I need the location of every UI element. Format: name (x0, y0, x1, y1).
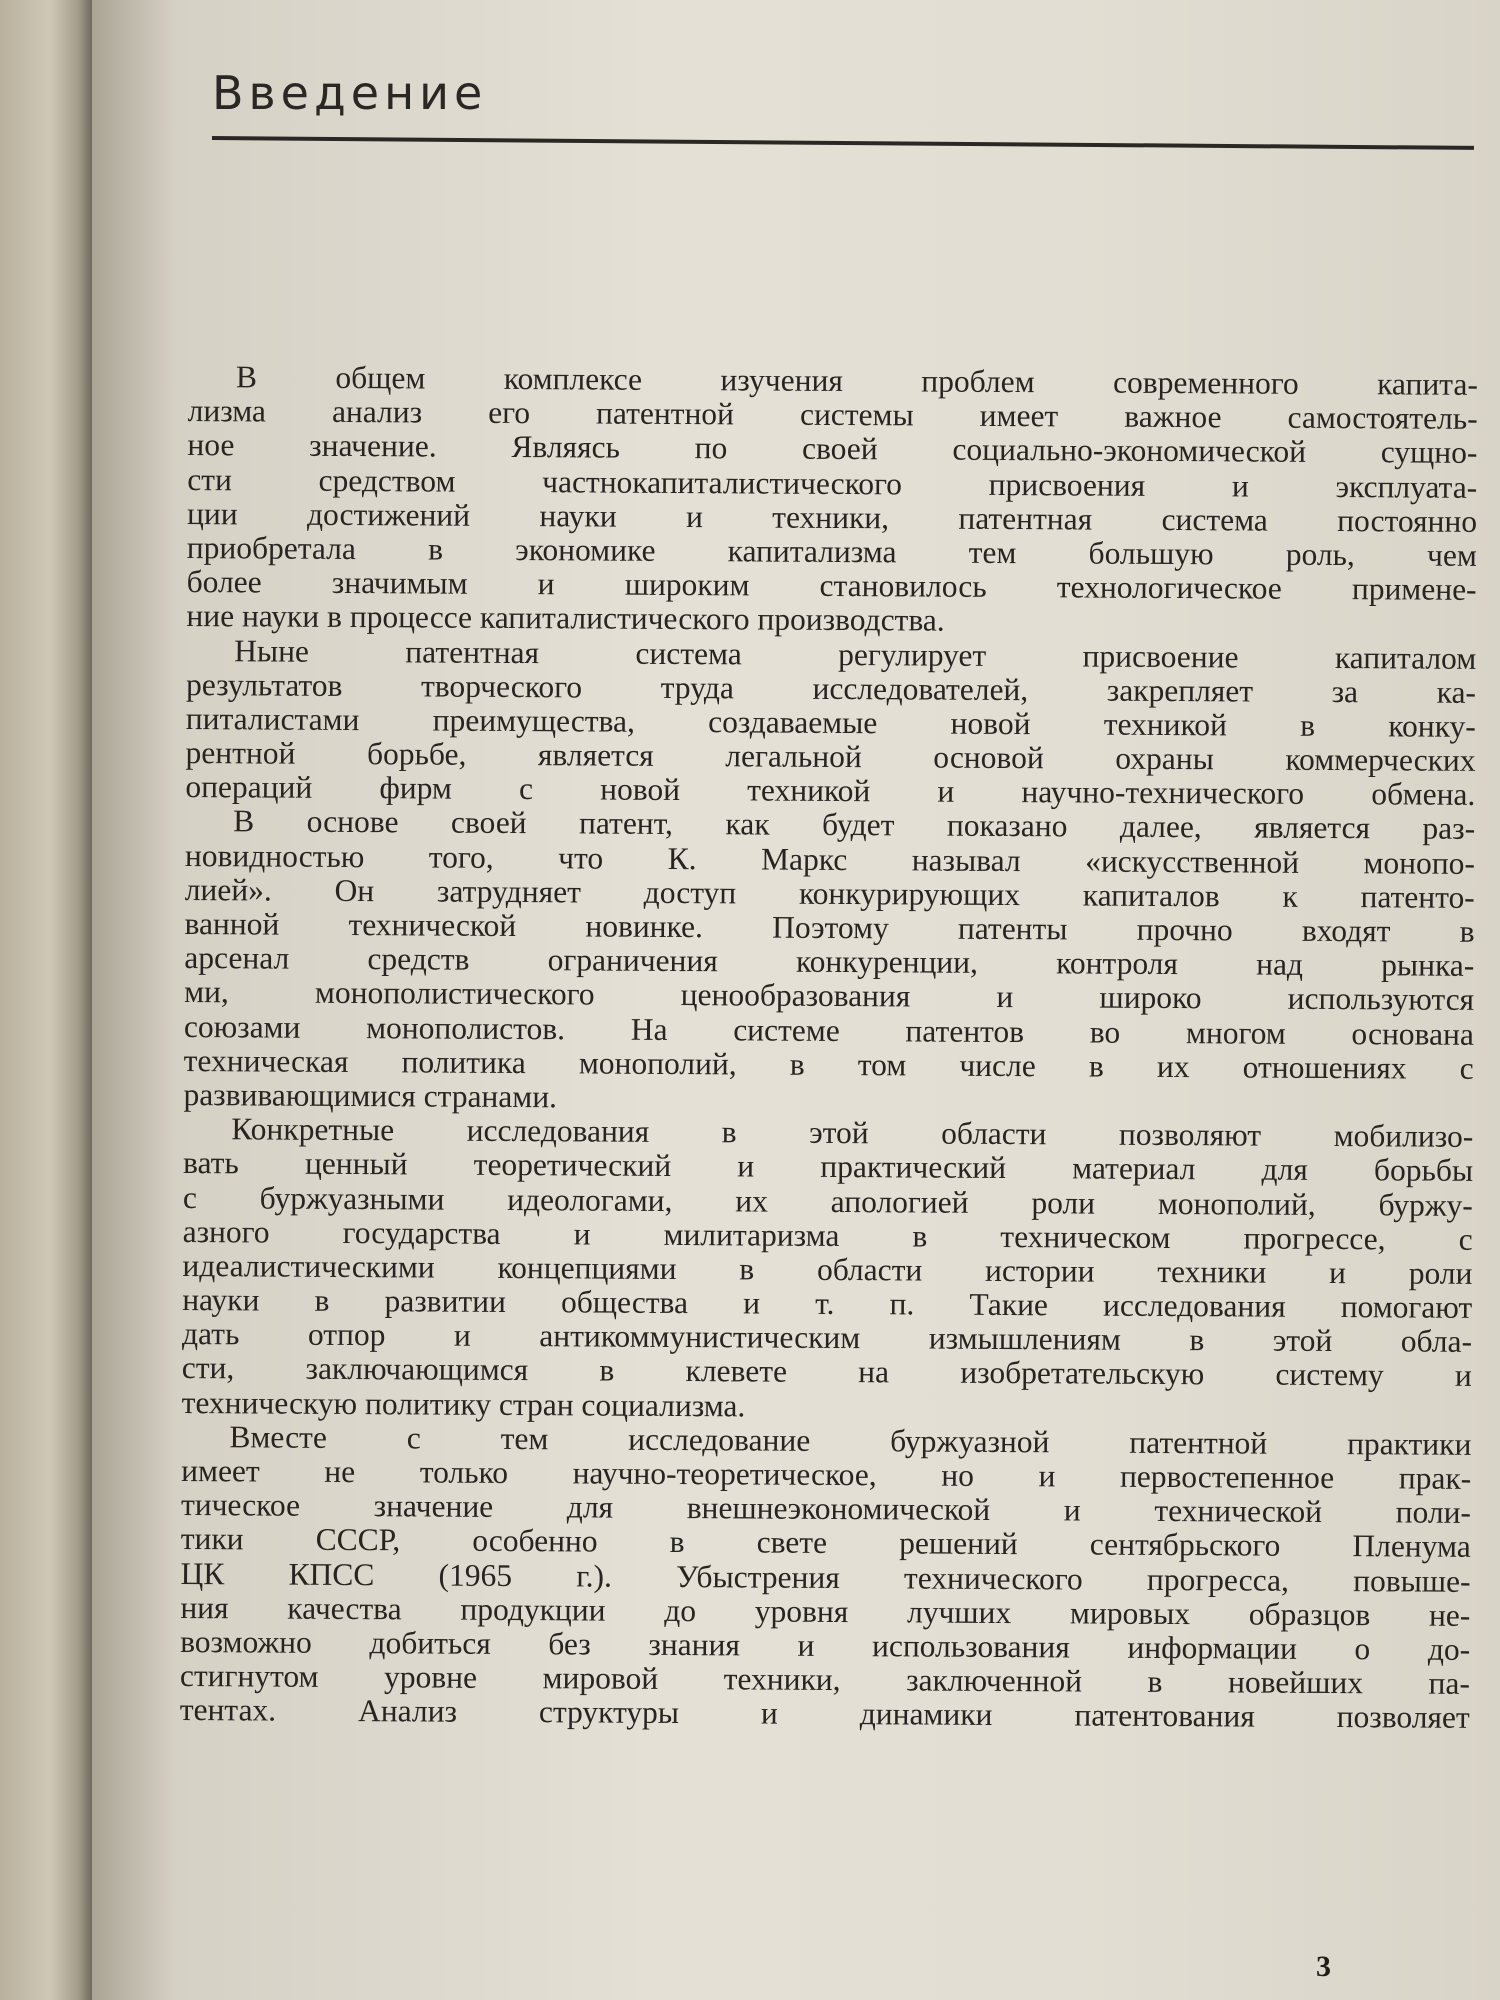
text-line: стигнутом уровне мировой техники, заключенной в новейших па- (179, 1658, 1471, 1701)
text-line: арсенал средств ограничения конкуренции, контроля над рынка- (184, 940, 1475, 984)
text-line: лией». Он затрудняет доступ конкурирующих капиталов к патенто- (184, 871, 1475, 915)
facing-page-edge (0, 0, 92, 2000)
body-text (180, 360, 1478, 1735)
text-line: ное значение. Являясь по своей социально-экономической сущно- (187, 427, 1478, 471)
text-line: союзами монополистов. На системе патентов во многом основана (183, 1008, 1475, 1052)
text-line: техническую политику стран социализма. (181, 1384, 746, 1424)
text-line: ние науки в процессе капиталистического производства. (186, 598, 945, 638)
heading-rule (212, 136, 1474, 150)
text-line: Конкретные исследования в этой области позволяют мобилизо- (231, 1111, 1474, 1154)
text-line: В основе своей патент, как будет показано далее, является раз- (233, 803, 1476, 847)
text-line: ЦК КПСС (1965 г.). Убыстрения технического прогресса, повыше- (180, 1555, 1471, 1599)
text-line: приобретала в экономике капитализма тем большую роль, чем (186, 529, 1477, 573)
text-line: В общем комплексе изучения проблем современного капита- (235, 359, 1478, 402)
text-line: науки в развитии общества и т. п. Такие исследования помогают (182, 1282, 1473, 1325)
page-number: 3 (1316, 1950, 1331, 1983)
text-line: идеалистическими концепциями в области истории техники и роли (182, 1247, 1473, 1291)
text-line: сти средством частнокапиталистического присвоения и эксплуата- (187, 461, 1478, 505)
text-line: с буржуазными идеологами, их апологией роли монополий, буржу- (182, 1179, 1473, 1223)
text-line: Ныне патентная система регулирует присвоение капиталом (234, 632, 1477, 676)
text-line: новидностью того, что К. Маркс называл «искусственной монопо- (184, 837, 1476, 881)
text-line: возможно добиться без знания и использования информации о до- (180, 1623, 1471, 1667)
book-page (92, 0, 1500, 2000)
text-line: сти, заключающимся в клевете на изобретательскую систему и (181, 1350, 1472, 1394)
text-line: ми, монополистического ценообразования и широко используются (184, 974, 1475, 1018)
chapter-heading: Введение (212, 66, 488, 120)
text-line: ции достижений науки и техники, патентная система постоянно (186, 495, 1478, 539)
text-line: более значимым и широким становилось технологическое примене- (186, 564, 1477, 608)
text-line: тики СССР, особенно в свете решений сентябрьского Пленума (180, 1521, 1471, 1565)
text-line: техническая политика монополий, в том числе в их отношениях с (183, 1042, 1474, 1086)
text-line: азного государства и милитаризма в техническом прогрессе, с (182, 1213, 1473, 1257)
text-line: тентах. Анализ структуры и динамики патентования позволяет (179, 1692, 1470, 1736)
text-line: дать отпор и антикоммунистическим измышлениям в этой обла- (181, 1316, 1473, 1360)
text-line: ванной технической новинке. Поэтому патенты прочно входят в (184, 905, 1475, 949)
text-line: имеет не только научно-теоретическое, но и первостепенное прак- (181, 1452, 1472, 1496)
text-line: развивающимися странами. (183, 1076, 558, 1115)
text-line: питалистами преимущества, создаваемые новой техникой в конку- (185, 700, 1476, 744)
text-line: Вместе с тем исследование буржуазной патентной практики (229, 1419, 1472, 1462)
text-line: вать ценный теоретический и практический материал для борьбы (182, 1145, 1474, 1189)
text-line: рентной борьбе, является легальной основой охраны коммерческих (185, 735, 1476, 778)
text-line: лизма анализ его патентной системы имеет важное самостоятель- (187, 393, 1478, 437)
text-line: тическое значение для внешнеэкономической и технической поли- (180, 1487, 1472, 1531)
text-line: результатов творческого труда исследователей, закрепляет за ка- (185, 666, 1477, 710)
text-line: операций фирм с новой техникой и научно-технического обмена. (185, 769, 1476, 813)
text-line: ния качества продукции до уровня лучших мировых образцов не- (180, 1589, 1471, 1633)
